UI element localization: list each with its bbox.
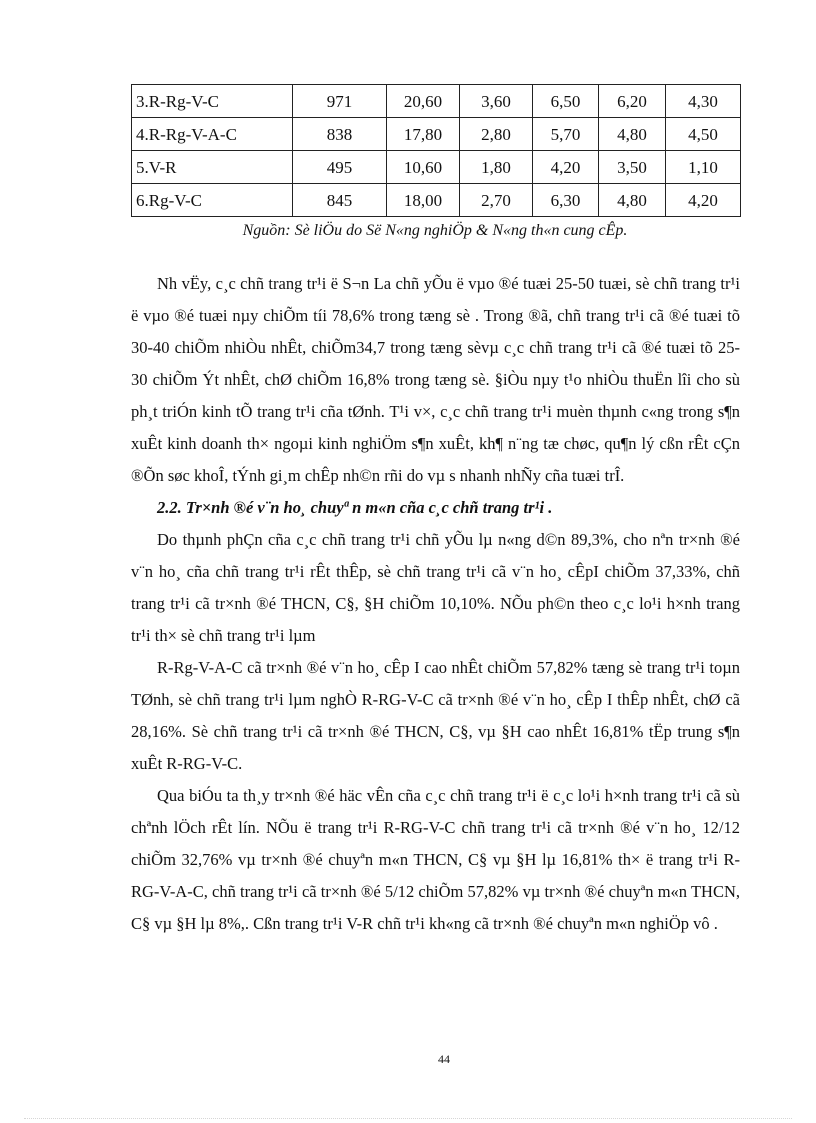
table-source-note: Nguồn: Sè liÖu do Së N«ng nghiÖp & N«ng th«n cung cÊp. bbox=[242, 222, 628, 239]
table-cell: 2,70 bbox=[460, 184, 533, 217]
table-cell: 2,80 bbox=[460, 118, 533, 151]
table-cell: 3.R-Rg-V-C bbox=[132, 85, 293, 118]
table-row bbox=[132, 184, 741, 217]
table-cell: 838 bbox=[293, 118, 387, 151]
table-cell: 6.Rg-V-C bbox=[132, 184, 293, 217]
table-cell: 495 bbox=[293, 151, 387, 184]
table-cell: 6,30 bbox=[533, 184, 599, 217]
table-cell: 4,30 bbox=[666, 85, 741, 118]
table-cell: 3,60 bbox=[460, 85, 533, 118]
table-cell: 6,50 bbox=[533, 85, 599, 118]
table-cell: 4,80 bbox=[599, 118, 666, 151]
table-row bbox=[132, 118, 741, 151]
paragraph: Qua biÓu ta th¸y tr×nh ®é häc vÊn cña c¸c chñ trang tr¹i ë c¸c lo¹i h×nh trang tr¹i cã sù chªnh lÖch rÊt lín. NÕu ë trang tr¹i R-RG-V-C chñ trang tr¹i cã tr×nh ®é v¨n ho¸ 12/12 chiÕm 32,76% vµ tr×nh ®é chuyªn m«n THCN, C§ vµ §H lµ 16,81% th× ë trang tr¹i R-RG-V-A-C, chñ trang tr¹i cã tr×nh ®é 5/12 chiÕm 57,82% vµ tr×nh ®é chuyªn m«n THCN, C§ vµ §H lµ 8%,. Cßn trang tr¹i V-R chñ tr¹i kh«ng cã tr×nh ®é chuyªn m«n nghiÖp vô . bbox=[131, 786, 740, 933]
page-number: 44 bbox=[438, 1052, 450, 1066]
table-row bbox=[132, 85, 741, 118]
table-cell: 3,50 bbox=[599, 151, 666, 184]
table-cell: 20,60 bbox=[387, 85, 460, 118]
table-cell: 971 bbox=[293, 85, 387, 118]
paragraph: Do thµnh phÇn cña c¸c chñ trang tr¹i chñ yÕu lµ n«ng d©n 89,3%, cho nªn tr×nh ®é v¨n ho¸ cña chñ trang tr¹i rÊt thÊp, sè chñ trang tr¹i cã v¨n ho¸ cÊpI chiÕm 37,33%, chñ trang tr¹i cã tr×nh ®é THCN, C§, §H chiÕm 10,10%. NÕu ph©n theo c¸c lo¹i h×nh trang tr¹i th× sè chñ trang tr¹i lµm bbox=[131, 530, 740, 645]
table-cell: 5.V-R bbox=[132, 151, 293, 184]
table-cell: 17,80 bbox=[387, 118, 460, 151]
paragraph: R-Rg-V-A-C cã tr×nh ®é v¨n ho¸ cÊp I cao nhÊt chiÕm 57,82% tæng sè trang tr¹i toµn TØnh, sè chñ trang tr¹i lµm nghÒ R-RG-V-C cã tr×nh ®é v¨n ho¸ cÊp I thÊp nhÊt, chØ cã 28,16%. Sè chñ trang tr¹i cã tr×nh ®é THCN, C§, vµ §H cao nhÊt 16,81% tËp trung s¶n xuÊt R-RG-V-C. bbox=[131, 658, 740, 773]
table-cell: 6,20 bbox=[599, 85, 666, 118]
table-cell: 4,50 bbox=[666, 118, 741, 151]
table-cell: 5,70 bbox=[533, 118, 599, 151]
paragraph: Nh vËy, c¸c chñ trang tr¹i ë S¬n La chñ yÕu ë vµo ®é tuæi 25-50 tuæi, sè chñ trang tr¹i ë vµo ®é tuæi nµy chiÕm tíi 78,6% trong tæng sè . Trong ®ã, chñ trang tr¹i cã ®é tuæi tõ 30-40 chiÕm nhiÒu nhÊt, chiÕm34,7 trong tæng sèvµ c¸c chñ trang tr¹i cã ®é tuæi tõ 25-30 chiÕm Ýt nhÊt, chØ chiÕm 16,8% trong tæng sè. §iÒu nµy t¹o nhiÒu thuËn lîi cho sù ph¸t triÓn kinh tÕ trang tr¹i cña tØnh. T¹i v×, c¸c chñ trang tr¹i muèn thµnh c«ng trong s¶n xuÊt kinh doanh th× ngoµi kinh nghiÖm s¶n xuÊt, kh¶ n¨ng tæ chøc, qu¶n lý cßn rÊt cÇn ®Õn søc khoÎ, tÝnh gi¸m chÊp nh©n rñi do vµ s nhanh nhÑy cña tuæi trÎ. bbox=[131, 274, 740, 485]
table-cell: 4.R-Rg-V-A-C bbox=[132, 118, 293, 151]
table-cell: 1,10 bbox=[666, 151, 741, 184]
table-cell: 4,20 bbox=[533, 151, 599, 184]
table-cell: 10,60 bbox=[387, 151, 460, 184]
table-cell: 4,20 bbox=[666, 184, 741, 217]
section-heading: 2.2. Tr×nh ®é v¨n ho¸ chuyª n m«n cña c¸c chñ trang tr¹i . bbox=[157, 498, 553, 517]
body-text bbox=[131, 268, 740, 940]
table-row bbox=[132, 151, 741, 184]
table-cell: 4,80 bbox=[599, 184, 666, 217]
page-bottom-divider bbox=[24, 1118, 792, 1119]
table-cell: 845 bbox=[293, 184, 387, 217]
table-cell: 18,00 bbox=[387, 184, 460, 217]
statistics-table bbox=[131, 84, 741, 217]
table-cell: 1,80 bbox=[460, 151, 533, 184]
